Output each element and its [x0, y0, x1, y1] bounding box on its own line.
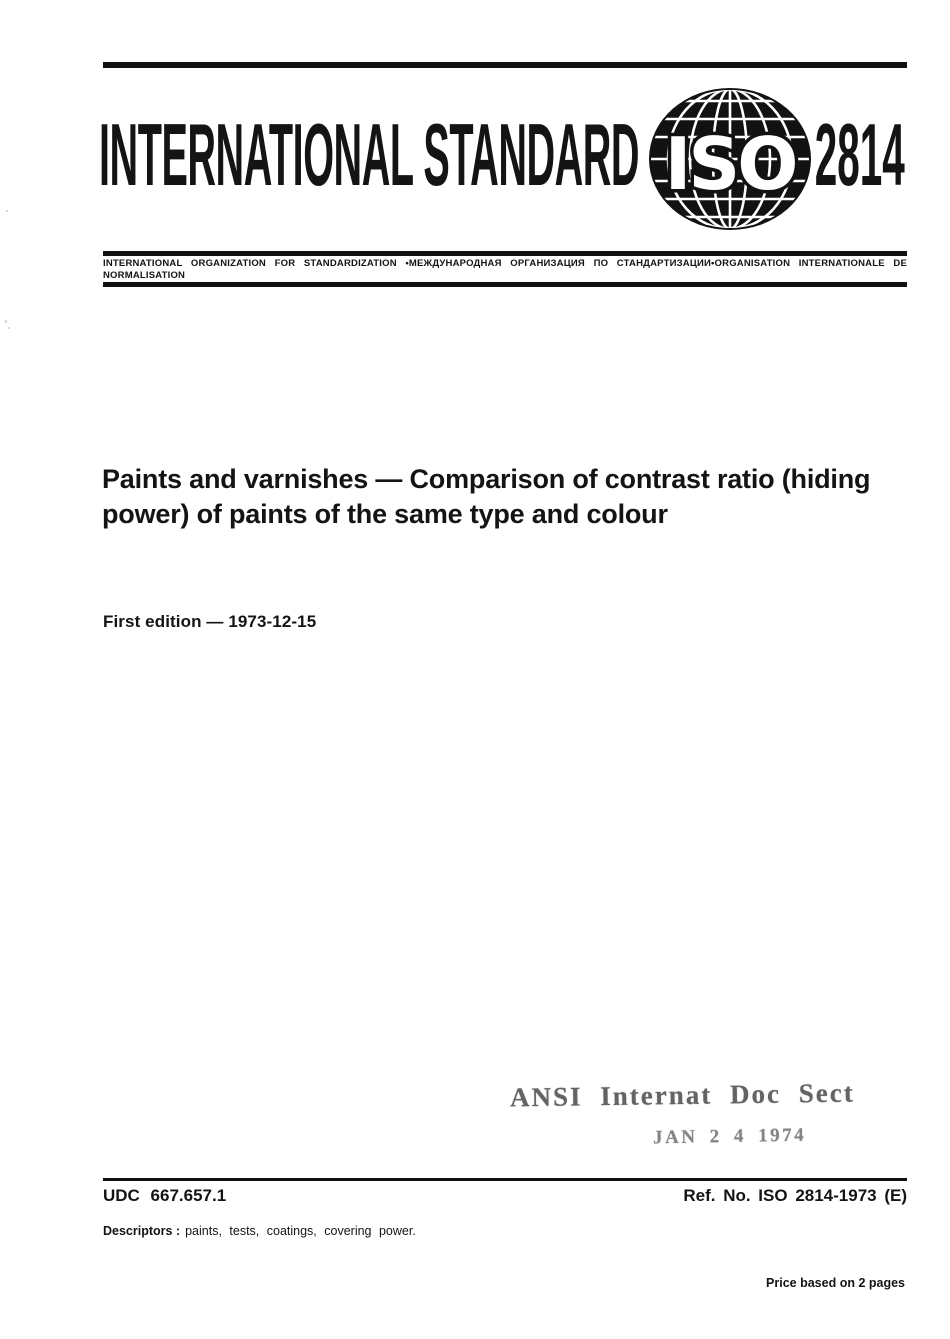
- reference-number: Ref. No. ISO 2814-1973 (E): [683, 1186, 907, 1205]
- edition-line: First edition — 1973-12-15: [103, 612, 317, 631]
- iso-logo-text: ISO: [664, 122, 796, 206]
- iso-globe-logo: [648, 87, 812, 231]
- price-note: Price based on 2 pages: [766, 1276, 905, 1290]
- reference-row: [103, 1186, 907, 1206]
- standard-number: 2814: [814, 105, 905, 204]
- scan-speckle: [6, 210, 8, 212]
- org-band-rule-bottom: [103, 282, 907, 287]
- top-rule: [103, 62, 907, 68]
- org-band-rule-top: [103, 251, 907, 256]
- descriptors-text: paints, tests, coatings, covering power.: [185, 1224, 416, 1238]
- udc-number: UDC 667.657.1: [103, 1186, 227, 1205]
- document-title: [102, 462, 922, 532]
- received-stamp-office-line: ANSI Internat Doc Sect: [509, 1077, 855, 1113]
- masthead-title: INTERNATIONAL STANDARD: [99, 105, 640, 204]
- descriptors-line: [103, 1224, 416, 1238]
- document-title-line-2: power) of paints of the same type and colour: [102, 499, 668, 529]
- footer-rule: [103, 1178, 907, 1181]
- scan-speckle: [8, 327, 10, 329]
- descriptors-label: Descriptors :: [103, 1224, 181, 1238]
- document-title-line-1: Paints and varnishes — Comparison of contrast ratio (hiding: [102, 464, 871, 494]
- received-stamp-date-line: JAN 2 4 1974: [652, 1124, 807, 1149]
- scan-speckle: [5, 320, 7, 323]
- organization-names-line: INTERNATIONAL ORGANIZATION FOR STANDARDIZATION •МЕЖДУНАРОДНАЯ ОРГАНИЗАЦИЯ ПО СТАНДАРТИЗАЦИИ•ORGANISATION INTERNATIONALE DE NORMALISATION: [103, 258, 907, 281]
